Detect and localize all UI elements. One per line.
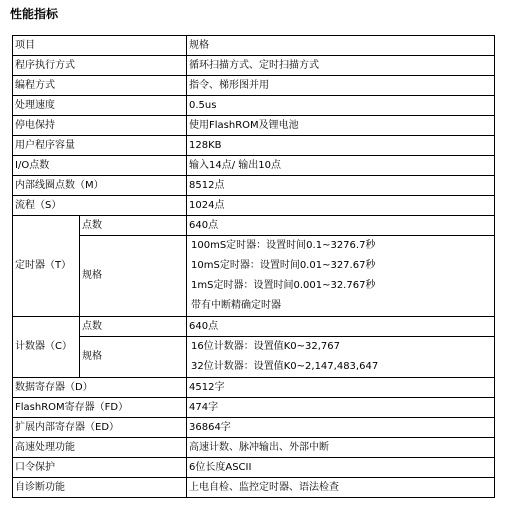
row-item: 自诊断功能 [13,478,187,498]
table-row [13,176,495,196]
row-spec: 8512点 [187,176,495,196]
header-spec: 规格 [187,36,495,56]
row-spec: 36864字 [187,418,495,438]
table-header-row [13,36,495,56]
row-item: 高速处理功能 [13,438,187,458]
row-item: 程序执行方式 [13,56,187,76]
table-row [13,76,495,96]
row-spec: 使用FlashROM及锂电池 [187,116,495,136]
row-item: 数据寄存器（D） [13,378,187,398]
table-row [13,156,495,176]
table-row [13,438,495,458]
row-spec: 1024点 [187,196,495,216]
row-spec: 6位长度ASCII [187,458,495,478]
counter-item: 计数器（C） [13,317,80,378]
counter-spec-label: 规格 [80,337,187,378]
page-title: 性能指标 [10,7,59,21]
table-row [13,116,495,136]
table-row [13,418,495,438]
row-spec: 128KB [187,136,495,156]
counter-spec-line: 32位计数器：设置值K0~2,147,483,647 [191,361,379,372]
timer-spec-line: 100mS定时器：设置时间0.1~3276.7秒 [191,240,376,251]
row-spec: 输入14点/ 输出10点 [187,156,495,176]
table-row [13,216,495,236]
header-item: 项目 [13,36,187,56]
timer-item: 定时器（T） [13,216,80,317]
table-row [13,378,495,398]
spec-table [12,35,495,498]
row-spec: 4512字 [187,378,495,398]
table-row [13,478,495,498]
row-item: 流程（S） [13,196,187,216]
table-row [13,96,495,116]
table-row [13,337,495,378]
row-item: 扩展内部寄存器（ED） [13,418,187,438]
timer-spec-line: 带有中断精确定时器 [191,300,281,311]
timer-points-label: 点数 [80,216,187,236]
timer-spec-line: 10mS定时器：设置时间0.01~327.67秒 [191,260,376,271]
row-item: 口令保护 [13,458,187,478]
row-spec: 474字 [187,398,495,418]
row-item: FlashROM寄存器（FD） [13,398,187,418]
table-row [13,196,495,216]
row-spec: 指令、梯形图并用 [187,76,495,96]
row-item: 处理速度 [13,96,187,116]
row-item: 用户程序容量 [13,136,187,156]
row-item: 编程方式 [13,76,187,96]
timer-spec-label: 规格 [80,236,187,317]
row-spec: 高速计数、脉冲输出、外部中断 [187,438,495,458]
table-row [13,56,495,76]
table-row [13,236,495,317]
table-row [13,136,495,156]
row-item: I/O点数 [13,156,187,176]
row-spec: 上电自检、监控定时器、语法检查 [187,478,495,498]
row-spec: 循环扫描方式、定时扫描方式 [187,56,495,76]
row-spec: 0.5us [187,96,495,116]
timer-points: 640点 [187,216,495,236]
row-item: 内部线圈点数（M） [13,176,187,196]
table-row [13,458,495,478]
table-row [13,398,495,418]
counter-spec-line: 16位计数器：设置值K0~32,767 [191,341,341,352]
counter-points: 640点 [187,317,495,337]
timer-spec-line: 1mS定时器：设置时间0.001~32.767秒 [191,280,376,291]
counter-points-label: 点数 [80,317,187,337]
counter-spec [187,337,495,378]
table-row [13,317,495,337]
timer-spec [187,236,495,317]
row-item: 停电保持 [13,116,187,136]
